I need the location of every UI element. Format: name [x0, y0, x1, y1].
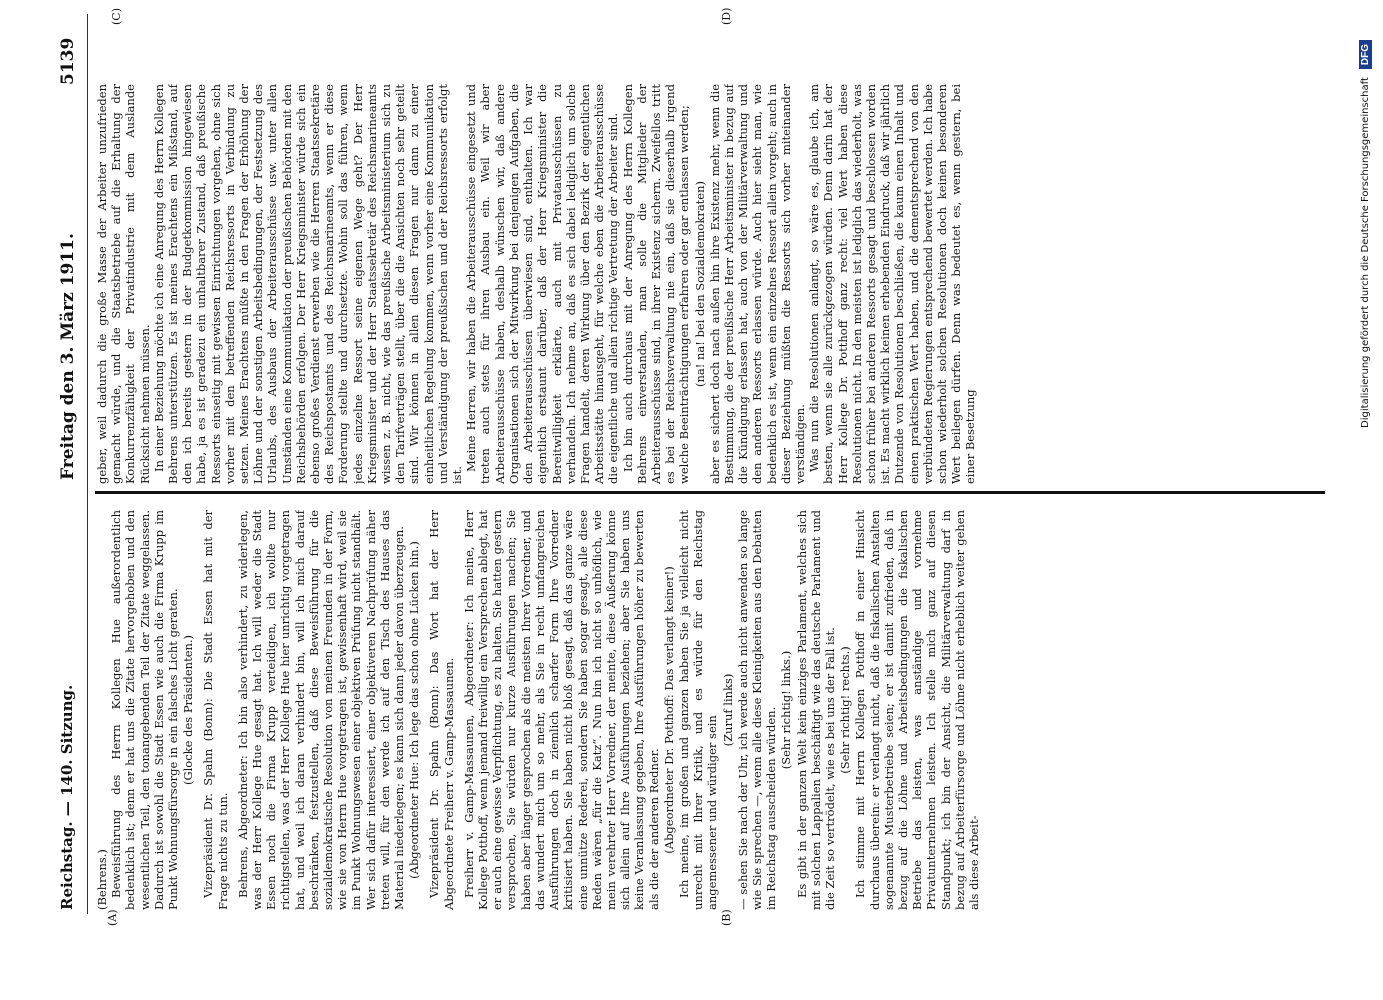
paragraph: Ich stimme mit Herrn Kollegen Potthoff in einer Hinsicht durchaus überein: er verlangt nicht, daß die fiskalischen Anstalten sogenannte Musterbetriebe seien; er ist damit zufrieden, daß in bezug auf die Löhne und Arbeitsbedingungen die fiskalischen Betriebe das leisten, was anständige und vornehme Privatunternehmen leisten. Ich stelle mich ganz auf diesen Standpunkt; ich bin der Ansicht, die Militärverwaltung darf in bezug auf Arbeiterfürsorge und Löhne nicht erheblich weiter gehen als diese Arbeit-: [853, 510, 981, 910]
page-number: 5139: [58, 37, 78, 85]
digitization-notice-text: Digitalisierung gefördert durch die Deutsche Forschungsgemeinschaft: [1359, 77, 1371, 428]
header-rule: [87, 14, 88, 914]
margin-marker-c: (C): [110, 8, 123, 25]
running-header-left: Reichstag. — 140. Sitzung.: [58, 684, 76, 910]
column-divider: [95, 491, 1325, 494]
speaker-label: (Behrens.): [95, 849, 109, 910]
interjection: (Glocke des Präsidenten.): [181, 634, 196, 786]
paragraph: geber, weil dadurch die große Masse der Arbeiter unzufrieden gemacht würde, und die Staatsbetriebe auf die Erhaltung der Konkurrenzfähigkeit der Privatindustrie mit dem Auslande Rücksicht nehmen müssen.: [95, 84, 152, 484]
interjection: (na! na! bei den Sozialdemokraten): [692, 181, 707, 388]
paragraph: Es gibt in der ganzen Welt kein einziges Parlament, welches sich mit solchen Lappalien beschäftigt wie das deutsche Parlament und die Zeit so vertrödelt, wie es bei uns der Fall ist.: [794, 510, 837, 910]
margin-marker-a: (A): [106, 909, 119, 926]
paragraph: Was nun die Resolutionen anlangt, so wäre es, glaube ich, am besten, wenn sie alle zurückgezogen würden. Denn darin hat der Herr Kollege Dr. Potthoff ganz recht: viel Wert haben diese Resolutionen nicht. In den meisten ist lediglich das wiederholt, was schon früher bei anderen Ressorts gesagt und beschlossen worden ist. Es macht wirklich keinen erhebenden Eindruck, daß wir jährlich Dutzende von Resolutionen beschließen, die kaum einen Inhalt und einen praktischen Wert haben, und die dementsprechend von den verbündeten Regierungen entsprechend bewertet werden. Ich habe schon wiederholt solchen Resolutionen doch keinen besonderen Wert beilegen dürfen. Denn was bedeutet es, wenn gestern, bei einer Besetzung: [807, 84, 978, 484]
paragraph: Beweisführung des Herrn Kollegen Hue außerordentlich bedenklich ist; denn er hat uns die Zitate hervorgehoben und den wesentlichen Teil, den tonangebenden Teil der Zitate weggelassen. Dadurch ist sowohl die Stadt Essen wie auch die Firma Krupp im Punkt Wohnungsfürsorge in ein falsches Licht geraten.: [109, 510, 181, 910]
paragraph: Meine Herren, wir haben die Arbeiterausschüsse eingesetzt und treten auch stets für ihren Ausbau ein. Weil wir aber Arbeiterausschüsse haben, deshalb wünschen wir, daß andere Organisationen sich der Mitwirkung bei denjenigen Aufgaben, die den Arbeiterausschüssen überwiesen sind, enthalten. Ich war eigentlich erstaunt darüber, daß der Herr Kriegsminister die Bereitwilligkeit erklärte, auch mit Privatausschüssen zu verhandeln. Ich nehme an, daß es sich dabei lediglich um solche Fragen handelt, deren Wirkung über den Bezirk der eigentlichen Arbeitsstätte hinausgeht, für welche eben die Arbeiterausschüsse die eigentliche und allein richtige Vertretung der Arbeiter sind.: [464, 84, 621, 484]
margin-marker-b: (B): [720, 909, 733, 926]
paragraph: Ich meine, im großen und ganzen haben Sie ja vielleicht nicht unrecht mit Ihrer Kritik, und es würde für den Reichstag angemessener und würdiger sein: [676, 510, 720, 910]
paragraph: Freiherr v. Gamp-Massaunen, Abgeordneter: Ich meine, Herr Kollege Potthoff, wenn jemand freiwillig ein Versprechen ablegt, hat er auch eine gewisse Verpflichtung, es zu halten. Sie hatten gestern versprochen, Sie würden nur kurze Ausführungen machen; Sie haben aber länger gesprochen als die meisten Ihrer Vorredner, und das wundert mich um so mehr, als Sie in recht umfangreichen Ausführungen doch in ziemlich scharfer Form Ihre Vorredner kritisiert haben. Sie haben nicht bloß gesagt, daß das ganze wäre eine unnütze Rederei, sondern Sie haben sogar gesagt, alle diese Reden wären „für die Katz“. Nun bin ich nicht so unhöflich, wie mein verehrter Herr Vorredner, der meinte, diese Äußerung könne sich allein auf Ihre Ausführungen beziehen; aber Sie haben uns keine Veranlassung gegeben, Ihre Ausführungen höher zu bewerten als die der anderen Redner.: [461, 510, 661, 910]
interjection: (Zuruf links): [720, 673, 735, 747]
paragraph: In einer Beziehung möchte ich eine Anregung des Herrn Kollegen Behrens unterstützen. Es ist meines Erachtens ein Mißstand, auf den ich bereits gestern in der Budgetkommission hingewiesen habe, ja es ist geradezu ein unhaltbarer Zustand, daß preußische Ressorts einseitig mit gewissen Einrichtungen vorgehen, ohne sich vorher mit den betreffenden Reichsressorts in Verbindung zu setzen. Meines Erachtens müßte in den Fragen der Erhöhung der Löhne und der sonstigen Arbeitsbedingungen, der Festsetzung des Urlaubs, des Ausbaus der Arbeiterausschüsse usw. unter allen Umständen eine Kommunikation der preußischen Behörden mit den Reichsbehörden erfolgen. Der Herr Kriegsminister würde sich ein ebenso großes Verdienst erwerben wie die Herren Staatssekretäre des Reichspostamts und des Reichsmarineamts, wenn er diese Forderung stellte und durchsetzte. Wohin soll das führen, wenn jedes einzelne Ressort seine eigenen Wege geht? Der Herr Kriegsminister und der Herr Staatssekretär des Reichsmarineamts wissen z. B. nicht, wie das preußische Arbeitsministerium sich zu den Tarifverträgen stellt, über die die Ansichten noch sehr geteilt sind. Wir können in allen diesen Fragen nur dann zu einer einheitlichen Regelung kommen, wenn vorher eine Kommunikation und Verständigung der preußischen und der Reichsressorts erfolgt ist.: [151, 84, 465, 484]
interjection: (Sehr richtig! rechts.): [838, 646, 853, 774]
paragraph: Vizepräsident Dr. Spahn (Bonn): Das Wort hat der Herr Abgeordnete Freiherr v. Gamp-Massaunen.: [427, 510, 456, 910]
paragraph: Ich bin auch durchaus mit der Anregung des Herrn Kollegen Behrens einverstanden, man solle die Mitglieder der Arbeiterausschüsse sind, in ihrer Existenz sichern. Zweifellos tritt es bei der Reichsverwaltung nie ein, daß sie dieserhalb irgend welche Beeinträchtigungen erfahren oder gar entlassen werden;: [620, 84, 692, 484]
paragraph: aber es sichert doch nach außen hin ihre Existenz mehr, wenn die Bestimmung, die der preußische Herr Arbeitsminister in bezug auf die Kündigung erlassen hat, auch von der Militärverwaltung und den anderen Ressorts erlassen würde. Auch hier sieht man, wie bedenklich es ist, wenn ein einzelnes Ressort allein vorgeht; auch in dieser Beziehung müßten die Ressorts sich vorher miteinander verständigen.: [707, 84, 807, 484]
paragraph: Vizepräsident Dr. Spahn (Bonn): Die Stadt Essen hat mit der Frage nichts zu tun.: [201, 510, 230, 910]
interjection: (Sehr richtig! links.): [779, 650, 794, 770]
margin-marker-d: (D): [720, 7, 733, 25]
interjection: (Abgeordneter Hue: Ich lege das schon ohne Lücken hin.): [407, 541, 422, 879]
paragraph: — sehen Sie nach der Uhr, ich werde auch nicht anwenden so lange wie Sie sprechen —, wenn alle diese Kleinigkeiten aus den Debatten im Reichstag ausscheiden würden.: [735, 510, 779, 910]
paragraph: Behrens, Abgeordneter: Ich bin also verhindert, zu widerlegen, was der Herr Kollege Hue gesagt hat. Ich will weder die Stadt Essen noch die Firma Krupp verteidigen, ich wollte nur richtigstellen, was der Herr Kollege Hue hier unrichtig vorgetragen hat, und weil ich daran verhindert bin, will ich mich darauf beschränken, festzustellen, daß diese Beweisführung für die sozialdemokratische Resolution von meinen Freunden in der Form, wie sie von Herrn Hue vorgetragen ist, gewissenhaft wird, weil sie im Punkt Wohnungswesen einer objektiven Prüfung nicht standhält. Wer sich dafür interessiert, einer objektiveren Nachprüfung näher treten will, für den werde ich auf den Tisch des Hauses das Material niederlegen; es kann sich dann jeder davon überzeugen.: [235, 510, 407, 910]
running-header-date: Freitag den 3. März 1911.: [58, 233, 78, 480]
interjection: (Abgeordneter Dr. Potthoff: Das verlangt keiner!): [661, 566, 676, 854]
dfg-logo: DFG: [1359, 40, 1372, 69]
left-column: [95, 510, 1325, 910]
right-column: [95, 84, 1325, 484]
digitization-notice: [1354, 40, 1376, 960]
